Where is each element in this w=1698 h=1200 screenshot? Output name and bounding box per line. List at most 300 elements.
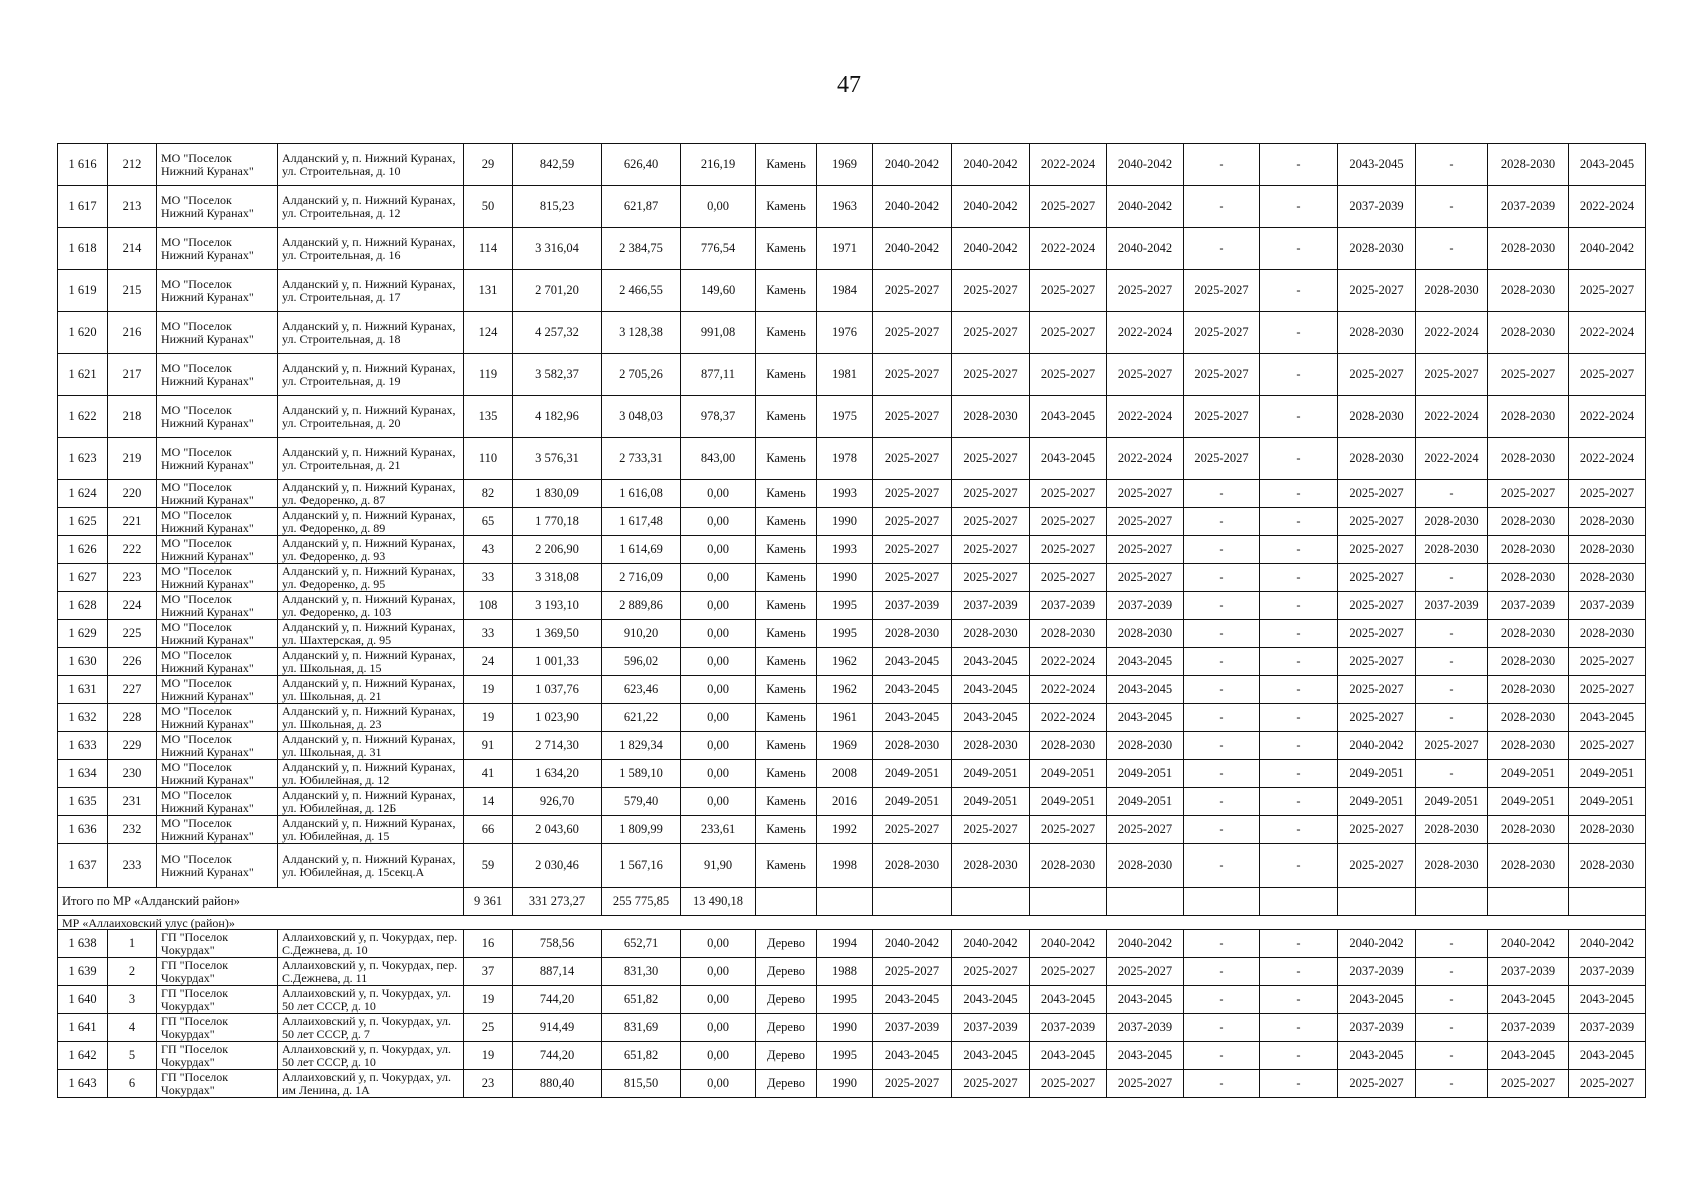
cell-wall-material: Камень <box>756 508 817 536</box>
table-row <box>58 1014 1646 1042</box>
cell-repair-water-cold: 2025-2027 <box>1338 844 1416 888</box>
cell-other-area: 0,00 <box>681 620 756 648</box>
cell-repair-lift: 2028-2030 <box>1416 844 1488 888</box>
cell-local-number: 5 <box>108 1042 157 1070</box>
total-label: Итого по МР «Алданский район» <box>58 888 464 916</box>
cell-other-area: 0,00 <box>681 1014 756 1042</box>
cell-repair-facade: 2025-2027 <box>952 958 1030 986</box>
cell-repair-water-hot: - <box>1184 186 1260 228</box>
cell-repair-lift: 2028-2030 <box>1416 270 1488 312</box>
cell-repair-electric: 2040-2042 <box>1569 930 1646 958</box>
cell-repair-foundation: 2049-2051 <box>1030 760 1107 788</box>
cell-build-year: 1990 <box>817 1070 873 1098</box>
cell-row-number: 1 627 <box>58 564 108 592</box>
cell-repair-electric: 2022-2024 <box>1569 438 1646 480</box>
cell-repair-water-hot: - <box>1184 536 1260 564</box>
cell-repair-water-hot: - <box>1184 816 1260 844</box>
cell-build-year: 1981 <box>817 354 873 396</box>
cell-repair-gas: - <box>1260 620 1338 648</box>
cell-repair-sewer: 2028-2030 <box>1488 704 1569 732</box>
cell-wall-material: Камень <box>756 564 817 592</box>
cell-local-number: 230 <box>108 760 157 788</box>
cell-repair-roof: 2028-2030 <box>873 620 952 648</box>
cell-repair-gas: - <box>1260 958 1338 986</box>
cell-repair-gas: - <box>1260 816 1338 844</box>
cell-repair-electric: 2025-2027 <box>1569 1070 1646 1098</box>
cell-repair-lift: 2025-2027 <box>1416 732 1488 760</box>
cell-build-year: 1961 <box>817 704 873 732</box>
cell-municipality: МО "Поселок Нижний Куранах" <box>157 186 278 228</box>
cell-build-year: 1969 <box>817 144 873 186</box>
cell-repair-sewer: 2028-2030 <box>1488 732 1569 760</box>
cell-other-area: 91,90 <box>681 844 756 888</box>
cell-repair-water-hot: 2025-2027 <box>1184 270 1260 312</box>
cell-build-year: 1993 <box>817 480 873 508</box>
cell-repair-lift: 2028-2030 <box>1416 536 1488 564</box>
cell-apartments: 50 <box>464 186 513 228</box>
cell-municipality: МО "Поселок Нижний Куранах" <box>157 676 278 704</box>
cell-repair-facade: 2025-2027 <box>952 564 1030 592</box>
cell-apartments: 14 <box>464 788 513 816</box>
cell-repair-heating: 2037-2039 <box>1107 592 1184 620</box>
cell-repair-roof: 2040-2042 <box>873 228 952 270</box>
cell-municipality: МО "Поселок Нижний Куранах" <box>157 536 278 564</box>
cell-repair-heating: 2022-2024 <box>1107 438 1184 480</box>
cell-repair-facade: 2025-2027 <box>952 1070 1030 1098</box>
cell-repair-gas: - <box>1260 732 1338 760</box>
cell-local-number: 233 <box>108 844 157 888</box>
cell-repair-foundation: 2037-2039 <box>1030 1014 1107 1042</box>
cell-repair-water-cold: 2025-2027 <box>1338 480 1416 508</box>
cell-living-area: 651,82 <box>602 1042 681 1070</box>
cell-repair-gas: - <box>1260 1070 1338 1098</box>
cell-repair-gas: - <box>1260 564 1338 592</box>
cell-address: Алданский у, п. Нижний Куранах, ул. Юбилейная, д. 12 <box>278 760 464 788</box>
cell-living-area: 831,30 <box>602 958 681 986</box>
table-row <box>58 564 1646 592</box>
cell-repair-lift: 2022-2024 <box>1416 312 1488 354</box>
cell-living-area: 1 617,48 <box>602 508 681 536</box>
cell-repair-water-cold: 2037-2039 <box>1338 958 1416 986</box>
cell-total-area: 2 206,90 <box>513 536 602 564</box>
cell-wall-material: Камень <box>756 480 817 508</box>
cell-total-area: 4 182,96 <box>513 396 602 438</box>
cell-repair-roof: 2037-2039 <box>873 592 952 620</box>
cell-repair-lift: 2037-2039 <box>1416 592 1488 620</box>
cell-other-area: 0,00 <box>681 986 756 1014</box>
cell-living-area: 1 829,34 <box>602 732 681 760</box>
cell-repair-electric: 2037-2039 <box>1569 958 1646 986</box>
table-row <box>58 788 1646 816</box>
cell-wall-material: Камень <box>756 732 817 760</box>
cell-other-area: 216,19 <box>681 144 756 186</box>
cell-address: Алданский у, п. Нижний Куранах, ул. Федоренко, д. 87 <box>278 480 464 508</box>
cell-repair-roof: 2043-2045 <box>873 648 952 676</box>
cell-wall-material: Камень <box>756 438 817 480</box>
cell-municipality: МО "Поселок Нижний Куранах" <box>157 760 278 788</box>
table-row <box>58 732 1646 760</box>
cell-repair-foundation: 2025-2027 <box>1030 270 1107 312</box>
cell-living-area: 2 705,26 <box>602 354 681 396</box>
cell-apartments: 124 <box>464 312 513 354</box>
cell-municipality: МО "Поселок Нижний Куранах" <box>157 438 278 480</box>
cell-repair-water-cold: 2025-2027 <box>1338 648 1416 676</box>
cell-local-number: 232 <box>108 816 157 844</box>
cell-row-number: 1 628 <box>58 592 108 620</box>
cell-municipality: МО "Поселок Нижний Куранах" <box>157 270 278 312</box>
cell-repair-roof: 2043-2045 <box>873 1042 952 1070</box>
cell-repair-water-cold: 2025-2027 <box>1338 592 1416 620</box>
cell-repair-facade: 2043-2045 <box>952 676 1030 704</box>
cell-repair-sewer: 2028-2030 <box>1488 312 1569 354</box>
cell-build-year: 2016 <box>817 788 873 816</box>
cell-repair-gas: - <box>1260 144 1338 186</box>
cell-repair-sewer: 2037-2039 <box>1488 958 1569 986</box>
cell-local-number: 213 <box>108 186 157 228</box>
cell-row-number: 1 620 <box>58 312 108 354</box>
cell-wall-material: Дерево <box>756 1042 817 1070</box>
cell-repair-gas: - <box>1260 648 1338 676</box>
cell-total-area: 2 030,46 <box>513 844 602 888</box>
cell-repair-facade: 2025-2027 <box>952 270 1030 312</box>
cell-repair-sewer: 2028-2030 <box>1488 228 1569 270</box>
cell-repair-lift: - <box>1416 1042 1488 1070</box>
cell-repair-electric: 2043-2045 <box>1569 144 1646 186</box>
cell-repair-sewer: 2037-2039 <box>1488 186 1569 228</box>
cell-municipality: МО "Поселок Нижний Куранах" <box>157 144 278 186</box>
cell-build-year: 1990 <box>817 564 873 592</box>
cell-repair-electric: 2037-2039 <box>1569 592 1646 620</box>
cell-repair-heating: 2040-2042 <box>1107 228 1184 270</box>
cell-repair-gas: - <box>1260 760 1338 788</box>
cell-repair-facade: 2028-2030 <box>952 732 1030 760</box>
table-row <box>58 396 1646 438</box>
cell-municipality: ГП "Поселок Чокурдах" <box>157 1014 278 1042</box>
cell-repair-electric: 2043-2045 <box>1569 704 1646 732</box>
total-area: 331 273,27 <box>513 888 602 916</box>
cell-other-area: 991,08 <box>681 312 756 354</box>
cell-repair-water-cold: 2043-2045 <box>1338 986 1416 1014</box>
cell-repair-foundation: 2022-2024 <box>1030 144 1107 186</box>
cell-municipality: МО "Поселок Нижний Куранах" <box>157 480 278 508</box>
cell-apartments: 16 <box>464 930 513 958</box>
cell-living-area: 1 567,16 <box>602 844 681 888</box>
cell-build-year: 1992 <box>817 816 873 844</box>
cell-row-number: 1 635 <box>58 788 108 816</box>
cell-row-number: 1 633 <box>58 732 108 760</box>
cell-wall-material: Дерево <box>756 958 817 986</box>
cell-apartments: 23 <box>464 1070 513 1098</box>
cell-repair-facade: 2025-2027 <box>952 354 1030 396</box>
table-row <box>58 508 1646 536</box>
cell-repair-electric: 2025-2027 <box>1569 354 1646 396</box>
cell-local-number: 216 <box>108 312 157 354</box>
cell-repair-foundation: 2025-2027 <box>1030 564 1107 592</box>
cell-repair-electric: 2028-2030 <box>1569 620 1646 648</box>
table-row <box>58 480 1646 508</box>
cell-total-area: 1 023,90 <box>513 704 602 732</box>
cell-repair-roof: 2025-2027 <box>873 536 952 564</box>
cell-build-year: 1998 <box>817 844 873 888</box>
cell-repair-heating: 2025-2027 <box>1107 564 1184 592</box>
cell-repair-foundation: 2043-2045 <box>1030 438 1107 480</box>
cell-repair-water-cold: 2028-2030 <box>1338 312 1416 354</box>
cell-repair-sewer: 2028-2030 <box>1488 144 1569 186</box>
cell-repair-gas: - <box>1260 930 1338 958</box>
cell-living-area: 623,46 <box>602 676 681 704</box>
cell-other-area: 0,00 <box>681 186 756 228</box>
cell-local-number: 214 <box>108 228 157 270</box>
cell-repair-facade: 2043-2045 <box>952 704 1030 732</box>
cell-apartments: 24 <box>464 648 513 676</box>
cell-total-area: 744,20 <box>513 1042 602 1070</box>
cell-address: Алданский у, п. Нижний Куранах, ул. Строительная, д. 19 <box>278 354 464 396</box>
cell-repair-roof: 2025-2027 <box>873 958 952 986</box>
cell-repair-foundation: 2040-2042 <box>1030 930 1107 958</box>
cell-repair-water-hot: 2025-2027 <box>1184 396 1260 438</box>
cell-repair-water-cold: 2028-2030 <box>1338 396 1416 438</box>
cell-repair-roof: 2025-2027 <box>873 354 952 396</box>
cell-repair-water-hot: - <box>1184 986 1260 1014</box>
cell-repair-facade: 2043-2045 <box>952 1042 1030 1070</box>
cell-other-area: 0,00 <box>681 536 756 564</box>
cell-repair-lift: 2028-2030 <box>1416 816 1488 844</box>
cell-repair-facade: 2043-2045 <box>952 986 1030 1014</box>
cell-row-number: 1 623 <box>58 438 108 480</box>
cell-municipality: МО "Поселок Нижний Куранах" <box>157 354 278 396</box>
cell-repair-water-cold: 2025-2027 <box>1338 620 1416 648</box>
cell-repair-water-hot: - <box>1184 480 1260 508</box>
cell-wall-material: Камень <box>756 760 817 788</box>
cell-apartments: 108 <box>464 592 513 620</box>
cell-row-number: 1 629 <box>58 620 108 648</box>
cell-repair-heating: 2043-2045 <box>1107 648 1184 676</box>
cell-local-number: 221 <box>108 508 157 536</box>
table-row <box>58 228 1646 270</box>
cell-address: Алданский у, п. Нижний Куранах, ул. Школьная, д. 23 <box>278 704 464 732</box>
cell-repair-sewer: 2025-2027 <box>1488 354 1569 396</box>
cell-other-area: 0,00 <box>681 1042 756 1070</box>
cell-repair-water-cold: 2025-2027 <box>1338 564 1416 592</box>
cell-repair-roof: 2049-2051 <box>873 760 952 788</box>
cell-repair-heating: 2040-2042 <box>1107 144 1184 186</box>
cell-build-year: 1971 <box>817 228 873 270</box>
cell-row-number: 1 634 <box>58 760 108 788</box>
cell-repair-foundation: 2025-2027 <box>1030 1070 1107 1098</box>
cell-local-number: 215 <box>108 270 157 312</box>
table-row <box>58 536 1646 564</box>
cell-municipality: МО "Поселок Нижний Куранах" <box>157 620 278 648</box>
cell-repair-water-cold: 2040-2042 <box>1338 732 1416 760</box>
cell-repair-foundation: 2025-2027 <box>1030 354 1107 396</box>
cell-local-number: 1 <box>108 930 157 958</box>
cell-apartments: 41 <box>464 760 513 788</box>
cell-repair-sewer: 2043-2045 <box>1488 986 1569 1014</box>
cell-repair-water-hot: - <box>1184 1070 1260 1098</box>
cell-address: Алданский у, п. Нижний Куранах, ул. Строительная, д. 21 <box>278 438 464 480</box>
cell-address: Аллаиховский у, п. Чокурдах, пер. С.Дежнева, д. 10 <box>278 930 464 958</box>
cell-build-year: 1969 <box>817 732 873 760</box>
cell-apartments: 91 <box>464 732 513 760</box>
cell-repair-roof: 2025-2027 <box>873 508 952 536</box>
total-row <box>58 888 1646 916</box>
cell-repair-gas: - <box>1260 508 1338 536</box>
cell-repair-sewer: 2049-2051 <box>1488 760 1569 788</box>
cell-repair-roof: 2025-2027 <box>873 396 952 438</box>
cell-municipality: МО "Поселок Нижний Куранах" <box>157 704 278 732</box>
cell-repair-electric: 2025-2027 <box>1569 732 1646 760</box>
cell-repair-lift: - <box>1416 760 1488 788</box>
cell-repair-heating: 2028-2030 <box>1107 732 1184 760</box>
cell-repair-gas: - <box>1260 676 1338 704</box>
cell-repair-heating: 2043-2045 <box>1107 704 1184 732</box>
cell-repair-gas: - <box>1260 704 1338 732</box>
cell-apartments: 33 <box>464 620 513 648</box>
cell-repair-foundation: 2028-2030 <box>1030 620 1107 648</box>
cell-repair-facade: 2028-2030 <box>952 396 1030 438</box>
cell-total-area: 4 257,32 <box>513 312 602 354</box>
cell-build-year: 1995 <box>817 986 873 1014</box>
cell-repair-sewer: 2043-2045 <box>1488 1042 1569 1070</box>
cell-municipality: ГП "Поселок Чокурдах" <box>157 930 278 958</box>
cell-repair-water-hot: - <box>1184 592 1260 620</box>
cell-address: Алданский у, п. Нижний Куранах, ул. Федоренко, д. 93 <box>278 536 464 564</box>
cell-total-area: 1 634,20 <box>513 760 602 788</box>
cell-row-number: 1 639 <box>58 958 108 986</box>
cell-wall-material: Дерево <box>756 930 817 958</box>
cell-repair-water-cold: 2025-2027 <box>1338 536 1416 564</box>
cell-repair-heating: 2025-2027 <box>1107 958 1184 986</box>
cell-other-area: 877,11 <box>681 354 756 396</box>
cell-repair-electric: 2025-2027 <box>1569 270 1646 312</box>
cell-repair-roof: 2049-2051 <box>873 788 952 816</box>
cell-other-area: 0,00 <box>681 508 756 536</box>
cell-repair-lift: - <box>1416 564 1488 592</box>
cell-local-number: 220 <box>108 480 157 508</box>
cell-address: Алданский у, п. Нижний Куранах, ул. Школьная, д. 15 <box>278 648 464 676</box>
cell-living-area: 2 384,75 <box>602 228 681 270</box>
cell-repair-roof: 2043-2045 <box>873 986 952 1014</box>
cell-local-number: 2 <box>108 958 157 986</box>
cell-build-year: 1962 <box>817 648 873 676</box>
cell-repair-water-cold: 2043-2045 <box>1338 1042 1416 1070</box>
cell-repair-sewer: 2028-2030 <box>1488 396 1569 438</box>
cell-local-number: 212 <box>108 144 157 186</box>
cell-repair-heating: 2025-2027 <box>1107 1070 1184 1098</box>
cell-address: Аллаиховский у, п. Чокурдах, ул. 50 лет СССР, д. 10 <box>278 986 464 1014</box>
cell-repair-facade: 2025-2027 <box>952 508 1030 536</box>
cell-municipality: ГП "Поселок Чокурдах" <box>157 1070 278 1098</box>
table-row <box>58 930 1646 958</box>
cell-repair-water-hot: - <box>1184 732 1260 760</box>
cell-row-number: 1 641 <box>58 1014 108 1042</box>
cell-repair-heating: 2025-2027 <box>1107 270 1184 312</box>
cell-local-number: 222 <box>108 536 157 564</box>
cell-apartments: 19 <box>464 676 513 704</box>
cell-repair-gas: - <box>1260 788 1338 816</box>
cell-wall-material: Дерево <box>756 1014 817 1042</box>
cell-total-area: 1 830,09 <box>513 480 602 508</box>
cell-repair-sewer: 2028-2030 <box>1488 564 1569 592</box>
cell-repair-foundation: 2022-2024 <box>1030 648 1107 676</box>
cell-repair-facade: 2040-2042 <box>952 228 1030 270</box>
cell-repair-facade: 2049-2051 <box>952 788 1030 816</box>
cell-repair-water-hot: - <box>1184 704 1260 732</box>
cell-living-area: 3 048,03 <box>602 396 681 438</box>
cell-build-year: 1978 <box>817 438 873 480</box>
cell-apartments: 119 <box>464 354 513 396</box>
cell-build-year: 1994 <box>817 930 873 958</box>
cell-repair-roof: 2043-2045 <box>873 704 952 732</box>
cell-repair-water-cold: 2025-2027 <box>1338 354 1416 396</box>
cell-total-area: 2 701,20 <box>513 270 602 312</box>
cell-repair-water-cold: 2025-2027 <box>1338 1070 1416 1098</box>
cell-total-area: 1 001,33 <box>513 648 602 676</box>
cell-row-number: 1 632 <box>58 704 108 732</box>
cell-row-number: 1 616 <box>58 144 108 186</box>
cell-wall-material: Камень <box>756 844 817 888</box>
cell-wall-material: Камень <box>756 676 817 704</box>
cell-total-area: 3 193,10 <box>513 592 602 620</box>
cell-repair-gas: - <box>1260 438 1338 480</box>
cell-repair-lift: 2025-2027 <box>1416 354 1488 396</box>
cell-row-number: 1 642 <box>58 1042 108 1070</box>
table-row <box>58 1042 1646 1070</box>
cell-apartments: 114 <box>464 228 513 270</box>
cell-address: Алданский у, п. Нижний Куранах, ул. Строительная, д. 17 <box>278 270 464 312</box>
cell-repair-electric: 2049-2051 <box>1569 788 1646 816</box>
cell-repair-electric: 2037-2039 <box>1569 1014 1646 1042</box>
cell-repair-gas: - <box>1260 1014 1338 1042</box>
cell-repair-water-hot: - <box>1184 958 1260 986</box>
cell-build-year: 1995 <box>817 1042 873 1070</box>
cell-repair-gas: - <box>1260 186 1338 228</box>
cell-wall-material: Камень <box>756 228 817 270</box>
cell-apartments: 131 <box>464 270 513 312</box>
cell-other-area: 0,00 <box>681 676 756 704</box>
cell-living-area: 910,20 <box>602 620 681 648</box>
cell-wall-material: Камень <box>756 144 817 186</box>
cell-other-area: 149,60 <box>681 270 756 312</box>
cell-living-area: 1 809,99 <box>602 816 681 844</box>
cell-repair-gas: - <box>1260 270 1338 312</box>
cell-repair-electric: 2022-2024 <box>1569 312 1646 354</box>
cell-repair-water-cold: 2037-2039 <box>1338 186 1416 228</box>
cell-other-area: 0,00 <box>681 930 756 958</box>
cell-repair-water-cold: 2028-2030 <box>1338 438 1416 480</box>
cell-repair-electric: 2028-2030 <box>1569 816 1646 844</box>
cell-repair-water-cold: 2025-2027 <box>1338 508 1416 536</box>
cell-repair-lift: - <box>1416 648 1488 676</box>
table-row <box>58 592 1646 620</box>
cell-wall-material: Камень <box>756 396 817 438</box>
cell-apartments: 19 <box>464 986 513 1014</box>
cell-repair-water-cold: 2025-2027 <box>1338 270 1416 312</box>
table-row <box>58 986 1646 1014</box>
cell-repair-gas: - <box>1260 396 1338 438</box>
cell-repair-foundation: 2049-2051 <box>1030 788 1107 816</box>
cell-repair-sewer: 2028-2030 <box>1488 844 1569 888</box>
cell-repair-foundation: 2022-2024 <box>1030 676 1107 704</box>
cell-repair-foundation: 2028-2030 <box>1030 732 1107 760</box>
cell-repair-heating: 2049-2051 <box>1107 760 1184 788</box>
cell-repair-gas: - <box>1260 312 1338 354</box>
cell-repair-lift: - <box>1416 986 1488 1014</box>
cell-apartments: 19 <box>464 704 513 732</box>
cell-repair-electric: 2022-2024 <box>1569 186 1646 228</box>
cell-apartments: 25 <box>464 1014 513 1042</box>
cell-repair-electric: 2025-2027 <box>1569 480 1646 508</box>
